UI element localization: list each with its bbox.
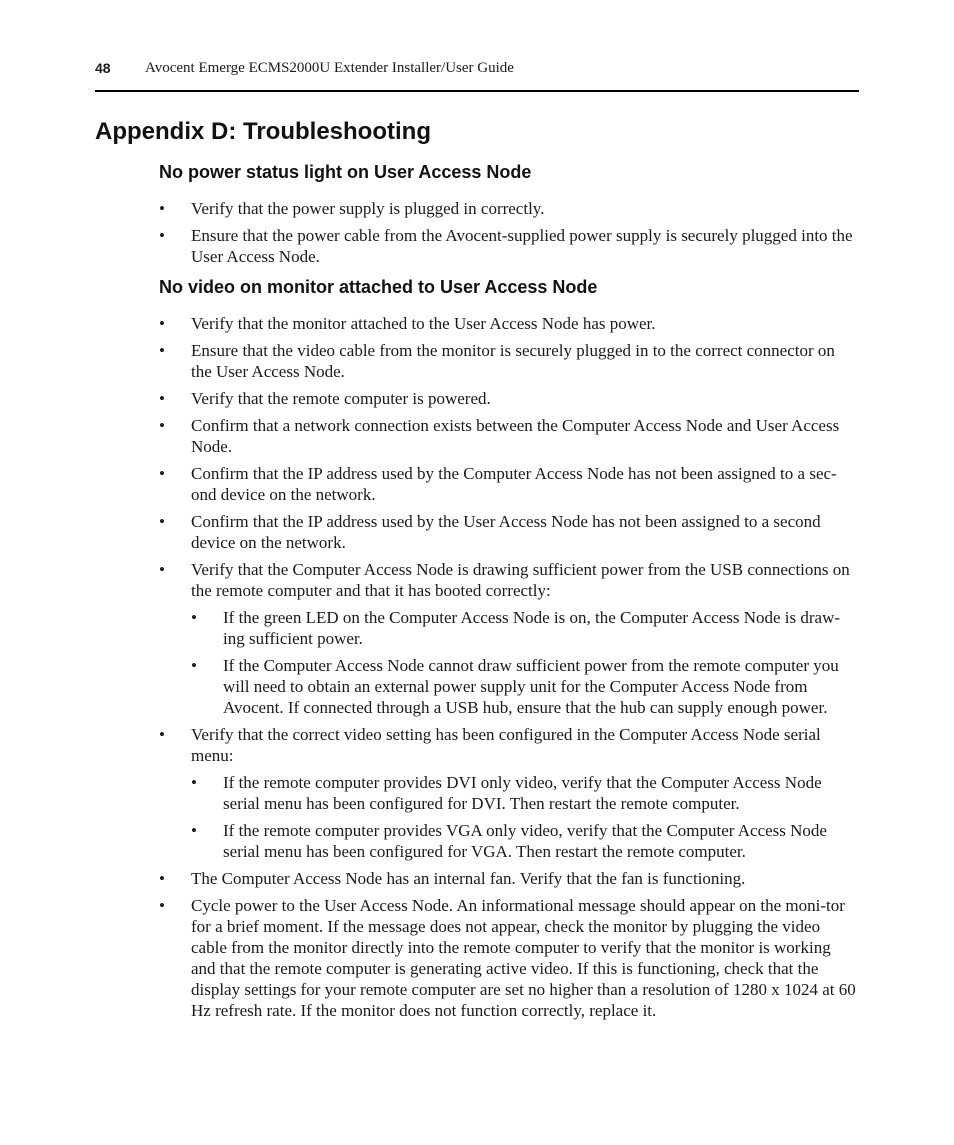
- list-item: • Ensure that the video cable from the monitor is securely plugged in to the correct connector on the User Access Node.: [159, 340, 859, 382]
- sub-list-item: • If the remote computer provides VGA only video, verify that the Computer Access Node serial menu has been configured for VGA. Then restart the remote computer.: [191, 820, 859, 862]
- list-item: • Confirm that the IP address used by the User Access Node has not been assigned to a second device on the network.: [159, 511, 859, 553]
- list-item: • Cycle power to the User Access Node. An informational message should appear on the moni-tor for a brief moment. If the message does not appear, check the monitor by plugging the video cable from the monitor directly into the remote computer to verify that the monitor is working and that the remote computer is generating active video. If this is functioning, check that the display settings for your remote computer are set no higher than a resolution of 1280 x 1024 at 60 Hz refresh rate. If the monitor does not function correctly, replace it.: [159, 895, 859, 1021]
- list-item-power-check: [159, 559, 859, 718]
- page-header: [95, 59, 859, 92]
- list-item-text: Verify that the Computer Access Node is drawing sufficient power from the USB connections on the remote computer and that it has booted correctly:: [191, 560, 850, 600]
- sub-list-item: • If the green LED on the Computer Access Node is on, the Computer Access Node is draw-ing sufficient power.: [191, 607, 859, 649]
- page-number: 48: [95, 60, 111, 76]
- bullet-list-no-power: [159, 198, 859, 273]
- section-heading-no-power: No power status light on User Access Node: [159, 162, 532, 182]
- appendix-title: Appendix D: Troubleshooting: [95, 118, 431, 145]
- list-item: • Confirm that the IP address used by the Computer Access Node has not been assigned to a sec-ond device on the network.: [159, 463, 859, 505]
- sub-list-item: • If the remote computer provides DVI only video, verify that the Computer Access Node serial menu has been configured for DVI. Then restart the remote computer.: [191, 772, 859, 814]
- bullet-list-no-video: [159, 313, 859, 1027]
- section-heading-no-video: No video on monitor attached to User Access Node: [159, 277, 598, 297]
- sub-list-video: [191, 772, 859, 862]
- list-item: • The Computer Access Node has an internal fan. Verify that the fan is functioning.: [159, 868, 859, 889]
- running-title: Avocent Emerge ECMS2000U Extender Installer/User Guide: [145, 60, 514, 76]
- sub-list-power: [191, 607, 859, 718]
- list-item-text: Verify that the correct video setting has been configured in the Computer Access Node serial menu:: [191, 725, 821, 765]
- list-item-video-check: [159, 724, 859, 862]
- list-item: • Ensure that the power cable from the Avocent-supplied power supply is securely plugged into the User Access Node.: [159, 225, 859, 267]
- list-item: • Verify that the remote computer is powered.: [159, 388, 859, 409]
- sub-list-item: • If the Computer Access Node cannot draw sufficient power from the remote computer you will need to obtain an external power supply unit for the Computer Access Node from Avocent. If connected through a USB hub, ensure that the hub can supply enough power.: [191, 655, 859, 718]
- list-item: • Verify that the power supply is plugged in correctly.: [159, 198, 859, 219]
- list-item: • Confirm that a network connection exists between the Computer Access Node and User Access Node.: [159, 415, 859, 457]
- list-item: • Verify that the monitor attached to the User Access Node has power.: [159, 313, 859, 334]
